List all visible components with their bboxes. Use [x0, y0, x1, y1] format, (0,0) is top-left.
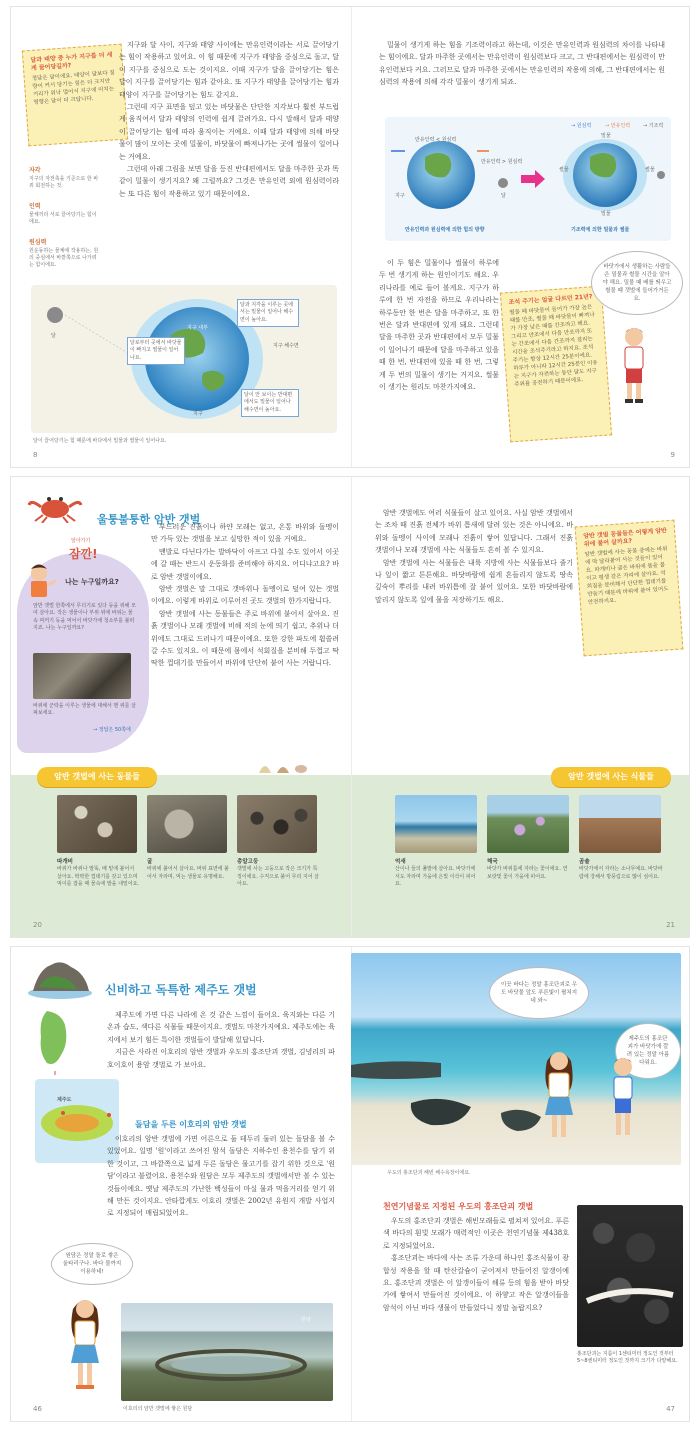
girl-speech-bubble: 이곳 바다는 정말 홍조단괴로 우도 바닷물 앞도 푸른빛이 펼쳐지네 와~	[489, 967, 589, 1019]
glossary-term: 자각	[29, 167, 41, 174]
rhodolith-photo-caption: 홍조단괴는 지름이 1센티미터 정도인 것부터 5~8센티미터 정도인 것까지 크기가 다양해요.	[577, 1351, 678, 1365]
paragraph: 이 두 힘은 밀물이나 썰물이 하루에 두 번 생기게 하는 원인이기도 해요. 우리나라를 예로 들어 볼게요. 지구가 하루에 한 번 자전을 하므로 우리나라는 하루동안 한 번은 달을 마주하고, 또 한 번은 달과 반대편에 있게 돼요. 그런데 달을 마주한 곳과 반대편에서 모두 밀물이 일어나기 때문에 달을 마주하고 있을 때 한 번, 반대편에 있을 때 한 번, 그렇게 두 번의 밀물이 생기는 거지요. 썰물이 생기는 원리도 마찬가지예요.	[379, 259, 499, 392]
character-speech-bubble: 바닷가에서 생활하는 사람들은 밀물과 썰물 시간을 알아야 해요. 밀물 때 배를 띄우고 썰물 때 갯벌에 들어가거든요.	[591, 251, 683, 315]
plant-text: 바닷가 바위틈에 자라는 꽃이에요. 연보랏빛 꽃이 가을에 피어요.	[487, 866, 568, 880]
paragraph: 부드러운 진흙이나 하얀 모래는 없고, 온통 바위와 돌멩이만 가득 있는 갯벌을 보고 실망한 적이 있을 거예요.	[151, 523, 339, 544]
paragraph: 지구와 달 사이, 지구와 태양 사이에는 만유인력이라는 서로 끌어당기는 힘이 작용하고 있어요. 이 힘 때문에 지구가 태양을 중심으로 돌고, 달이 지구를 중심으로 도는 것이지요. 이때 지구가 달을 끌어당기는 힘은 달이 지구를 끌어당기는 힘과 같아요. 또 지구가 태양을 끌어당기는 힘과 태양이 지구를 끌어당기는 힘도 같지요.	[119, 41, 339, 99]
paragraph: 그런데 아래 그림을 보면 달을 등진 반대편에서도 달을 마주한 곳과 똑같이 밀물이 생기지요? 왜 그럴까요? 그것은 만유인력 외에 원심력이라는 또 다른 힘이 작용하고 있기 때문이에요.	[119, 165, 339, 198]
barnacle-sidebar-photo	[33, 653, 131, 699]
animal-name: 따개비	[57, 859, 73, 865]
sidebar-badge: 잠깐!	[69, 547, 98, 561]
glossary-text: 물체끼리 서로 끌어당기는 힘이에요.	[29, 212, 97, 225]
sidebar-answer-link[interactable]: → 정답은 50쪽에	[93, 727, 131, 733]
moon-circle	[47, 307, 63, 323]
moon-label: 달	[51, 333, 56, 339]
paragraph: 암반 갯벌에도 여러 식물들이 살고 있어요. 사실 암반 갯벌에서는 조차 때 진흙 전체가 바위 틈새에 달려 있는 것은 아니에요. 바위와 돌멩이 사이에 모래나 진흙이 쌓여 있답니다. 그래서 진흙 갯벌이나 모래 갯벌에 사는 식물들도 흔히 볼 수 있지요.	[375, 509, 573, 555]
sea-level-label: 지구 해수면	[273, 343, 299, 349]
shell-decoration-icon	[255, 759, 315, 779]
animal-photo-periwinkle	[237, 795, 317, 853]
boy-pointing-illustration	[25, 563, 57, 603]
body-text-column	[383, 1215, 569, 1314]
plant-caption	[487, 859, 571, 881]
paragraph: 맨발로 다닌다가는 발바닥이 아프고 다칠 수도 있어서 이곳에 갈 때는 반드시 운동화를 준비해야 하지요. 어디냐고요? 바로 암반 갯벌이에요.	[151, 547, 339, 581]
tide-period-sidenote	[500, 286, 612, 443]
paragraph: 홍조단괴는 바다에 사는 조류 가운데 하나인 홍조식물이 광합성 작용을 할 때 탄산칼슘이 굳어져서 만들어진 알갱이예요. 홍조단괴 갯벌은 이 알갱이들이 해류 등의 힘을 받아 바닷가에 쌓여서 만들어진 것이에요. 이 하얗고 작은 알갱이들을 암석이 아닌 바다 생물이 만들었다니 정말 놀랍지요?	[383, 1254, 569, 1312]
plant-photo-silvergrass	[395, 795, 477, 853]
paragraph: 제주도에 가면 다른 나라에 온 것 같은 느낌이 들어요. 육지와는 다른 기온과 습도, 색다른 식물들 때문이지요. 갯벌도 마찬가지예요. 제주도에는 육지에서 보기 힘든 특이한 갯벌들이 발달해 있답니다.	[107, 1011, 335, 1044]
sidenote-text: 정답은 달이에요. 태양이 달보다 질량이 커서 당기는 힘은 더 크지만 거리가 워낙 멀어서 지구에 미치는 영향은 달이 더 크답니다.	[31, 70, 115, 106]
legend-label: 만유인력	[610, 123, 631, 129]
paragraph: 암반 갯벌에 사는 식물들은 내륙 지방에 사는 식물들보다 줄기나 잎이 짧고 튼튼해요. 바닷바람에 쉽게 흔들리지 않도록 땅속 깊숙이 뿌리를 내려 바위틈에 잘 붙어 있어요. 또한 바닷바람에 말리지 않도록 잎에 물을 저장하기도 해요.	[375, 558, 573, 604]
section-title: 신비하고 독특한 제주도 갯벌	[105, 983, 257, 997]
plant-text: 산이나 들의 풀밭에 살아요. 바닷가에서도 자라며 가을에 은빛 이삭이 피어요.	[395, 866, 476, 888]
udo-photo-caption: 우도의 홍조단괴 해빈 해수욕장이에요.	[387, 1170, 471, 1176]
sidebar-badge-small: 알아가기	[71, 538, 91, 544]
sidebar-text: 암반 갯벌 한쪽에서 무더기로 있다 등을 위해 모여 살아요. 작은 생물이나 부위 위에 바위는 물속 찌꺼기 등을 먹어서 바닷가에 청소부를 불러지죠. 나는 누구일까요?	[33, 603, 136, 632]
animal-text: 갯벌에 사는 고둥으로 작은 크기가 특징이에요. 수직으로 붙어 무리 지어 살아요.	[237, 866, 319, 888]
plant-caption	[395, 859, 479, 889]
animal-text: 바위에 붙어서 살아요. 바위 표면에 붙어서 자라며, 먹는 생물로 유명해요.	[147, 866, 229, 880]
body-text-column	[107, 1009, 335, 1071]
figure-label: 만유인력 > 원심력	[481, 159, 523, 165]
plant-name: 곰솔	[579, 859, 590, 865]
section-title: 울퉁불퉁한 암반 갯벌	[97, 513, 201, 526]
paragraph: 암반 갯벌에 사는 동물들은 주로 바위에 붙어서 살아요. 진흙 갯벌이나 모래 갯벌에 비해 적의 눈에 띄기 쉽고, 추위나 더위에도 그대로 드러나기 때문이에요. 또한 강한 파도에 휩쓸려 갈 수도 있지요. 이 때문에 몸에서 석회질을 분비해 두껍고 딱딱한 껍데기를 만들어서 바위에 단단히 붙어 사는 거랍니다.	[151, 609, 339, 668]
spread-pages-20-21	[10, 476, 690, 938]
animal-name: 총알고둥	[237, 859, 259, 865]
legend-gravity: → 만유인력	[605, 123, 631, 129]
photo-label-wondam: 원담	[301, 1317, 311, 1323]
plant-text: 바닷가에서 자라는 소나무예요. 바닷바람에 강해서 방풍림으로 많이 심어요.	[579, 866, 663, 880]
figure-caption: 만유인력과 원심력에 의한 힘의 방향	[405, 227, 485, 233]
figure-label: 달	[501, 193, 506, 199]
animals-question-sidenote	[575, 520, 684, 657]
diagram-callout: 달로부터 곳에서 바닷물이 빠지고 썰물이 일어나요.	[127, 337, 185, 365]
animal-caption	[147, 859, 229, 881]
plant-caption	[579, 859, 663, 881]
sidebar-title: 나는 누구일까요?	[65, 578, 119, 586]
kids-on-beach-illustration	[539, 1043, 649, 1153]
girl-character-illustration	[65, 1293, 105, 1393]
animal-caption	[237, 859, 319, 889]
plant-name: 억새	[395, 859, 406, 865]
crab-icon	[25, 489, 85, 527]
glossary-text: 원운동하는 물체에 작용하는, 원의 중심에서 바깥쪽으로 나가려는 힘이에요.	[29, 248, 99, 268]
glossary-text: 지구의 자전축을 기준으로 한 바퀴 회전하는 것.	[29, 176, 99, 189]
spread-pages-8-9	[10, 6, 690, 468]
sidenote-title: 암반 갯벌 동물들은 어떻게 암반 위에 붙어 살까요?	[583, 527, 668, 549]
sidenote-title: 조석 주기는 얼굴 다르던 21년?	[508, 293, 593, 307]
figure-label: 썰물	[559, 167, 569, 173]
figure-label: 밀물	[601, 133, 611, 139]
animal-text: 바위가 바위나 말뚝, 배 밑에 붙어서 살아요. 딱딱한 껍데기를 갖고 있으며 먹이를 잡을 때 물속에 발을 내밀어요.	[57, 866, 139, 888]
paragraph: 지금은 사라진 이호리의 암반 갯벌과 우도의 홍조단괴 갯벌, 김녕리의 파호이호이 용암 갯벌로 가 보아요.	[107, 1048, 335, 1069]
page-number: 21	[666, 921, 675, 929]
plant-photo-seaside-aster	[487, 795, 569, 853]
glossary-term: 인력	[29, 203, 41, 210]
glossary-item	[29, 239, 101, 269]
sidenote-title: 달과 태양 중 누가 지구를 더 세게 끌어당길까?	[30, 51, 113, 72]
plant-photo-black-pine	[579, 795, 661, 853]
sidenote-text: 썰물 때 바닷물이 들어가 가장 높은 때를 만조, 썰물 때 바닷물이 빠져나가 가장 낮은 때를 간조라고 해요. 그리고 만조에서 다음 만조까지 또는 간조에서 다음 간조까지 걸리는 시간을 조석주기라고 하지요. 조석 주기는 항상 12시간 25분이에요. 하루가 아니라 12시간 25분인 이유는 지구가 자전하는 동안 달도 지구 주위를 공전하기 때문이에요.	[509, 304, 598, 388]
force-figure	[385, 117, 671, 241]
diagram-callout: 달과 지각을 이루는 곳에서는 밀물이 일어나 해수면이 높아요.	[237, 299, 299, 327]
glossary-item	[29, 203, 101, 226]
page-gutter	[351, 477, 352, 937]
legend-label: 기조력	[648, 123, 664, 129]
plants-band-title: 암반 갯벌에 사는 식물들	[551, 767, 671, 787]
animal-photo-oyster	[147, 795, 227, 853]
page-number: 20	[33, 921, 42, 929]
animal-photo-barnacle	[57, 795, 137, 853]
paragraph: 밀물이 생기게 하는 힘을 기조력이라고 하는데, 이것은 만유인력과 원심력의 차이를 나타내는 힘이에요. 달과 마주한 곳에서는 만유인력이 원심력보다 크고, 그 반대편에서는 원심력이 만유인력보다 커요. 그러므로 달과 마주한 곳에서는 만유인력의 작용에 의해, 그 반대편에서는 원심력의 작용에 의해 각각 밀물이 생기게 되죠.	[379, 41, 665, 87]
diagram-callout: 달이 안 보이는 반대편에서도 밀물이 일어나 해수면이 높아요.	[241, 389, 299, 417]
boy-speech-bubble: 제주도의 홍조단괴가 바닷가에 깔려 있는 정말 아름다워요.	[615, 1023, 681, 1079]
legend-tidal: → 기조력	[643, 123, 664, 129]
page-number: 46	[33, 1405, 42, 1413]
force-figure-graphic	[385, 117, 671, 241]
glossary-term: 원심력	[29, 239, 47, 246]
page-number: 47	[666, 1405, 675, 1413]
spread-pages-46-47	[10, 946, 690, 1422]
earth-label: 지구	[193, 411, 203, 417]
body-text-column	[379, 39, 665, 89]
wondam-photo-caption: 이호리의 암반 갯벌에 쌓은 원담	[123, 1406, 193, 1412]
figure-label: 밀물	[601, 211, 611, 217]
rhodolith-photo	[577, 1205, 683, 1347]
page-gutter	[351, 7, 352, 467]
legend-label: 원심력	[576, 123, 592, 129]
plant-name: 해국	[487, 859, 498, 865]
paragraph: 그런데 지구 표면을 덮고 있는 바닷물은 단단한 지각보다 훨씬 부드럽게 움직여서 달과 태양의 인력에 쉽게 끌려가요. 다시 말해서 달과 태양이 끌어당기는 힘에 따라 움직이는 거예요. 이때 달과 태양에 의해 바닷물이 많이 모이는 곳에 밀물이, 바닷물이 빠져나가는 곳에 썰물이 일어나는 거예요.	[119, 103, 339, 161]
subsection-title: 천연기념물로 지정된 우도의 홍조단괴 갯벌	[383, 1202, 534, 1211]
figure-label: 썰물	[645, 167, 655, 173]
body-text-column	[375, 507, 573, 606]
figure-label: 만유인력 < 원심력	[415, 137, 457, 143]
earth-interior-label: 지구 내부	[187, 325, 208, 331]
animal-caption	[57, 859, 139, 889]
sidebar-photo-caption: 바위에 군락을 이루는 생물에 대해서 맨 위를 살펴보세요.	[33, 703, 136, 717]
legend-centrifugal: → 원심력	[571, 123, 592, 129]
boy-character-illustration	[617, 325, 651, 405]
body-text-column	[151, 521, 339, 670]
body-text-column	[107, 1133, 335, 1220]
question-sidenote	[22, 44, 128, 147]
sidenote-text: 암반 갯벌에 사는 동물 중에는 바위에 딱 달라붙어 사는 것들이 있어요. 따개비나 굴은 바위에 몸을 붙이고 평생 같은 자리에 살아요. 석회질을 분비해서 단단한 껍데기를 만들기 때문에 바위에 붙어 있어도 안전하지요.	[584, 546, 669, 606]
page-number: 9	[670, 451, 675, 459]
diagram-caption: 달이 끌어당기는 힘 때문에 바다에서 밀물과 썰물이 일어나요.	[33, 438, 167, 444]
figure-label: 지구	[395, 193, 405, 199]
paragraph: 암반 갯벌은 말 그대로 갯바위나 돌멩이로 덮여 있는 갯벌이에요. 이렇게 바위로 이루어진 곳도 갯벌의 한가지랍니다.	[151, 585, 339, 606]
glossary-item	[29, 167, 101, 190]
jeju-island-icon	[25, 957, 95, 1005]
girl-speech-bubble: 원담은 정말 돌로 쌓은 울타리구나. 바다 물까지 이용하네!	[51, 1243, 133, 1285]
map-label: 제주도	[57, 1097, 72, 1103]
body-text-column	[119, 39, 339, 200]
subsection-title: 돌담을 두른 이호리의 암반 갯벌	[135, 1120, 247, 1129]
paragraph: 이호리의 암반 갯벌에 가면 어른으로 둘 테두리 둘러 있는 돌담을 볼 수 있었어요. 일명 '원'이라고 쓰여진 암석 돌담은 지하수인 용천수를 담기 위한 것이고, 그 바깥쪽으로 넓게 두른 돌담은 물고기를 잡기 위한 것으로 '원담'이라고 불렸어요. 용천수와 원담은 모두 제주도의 갯벌에서만 볼 수 있는 것들이에요. 옛날 제주도의 가난한 백성들이 마실 물과 먹을거리를 얻기 위해 만든 것이지요. 안타깝게도 이호리 갯벌은 2002년 유원지 개발 사업지로 지정되어 매립되었어요.	[107, 1135, 335, 1218]
body-text-column	[379, 257, 499, 393]
animals-band-title: 암반 갯벌에 사는 동물들	[37, 767, 157, 787]
paragraph: 우도의 홍조단괴 갯벌은 해빈모래들로 펼쳐져 있어요. 푸른 색 바다의 흰빛 모래가 매력적인 이곳은 천연기념물 제438호로 지정되었어요.	[383, 1217, 569, 1250]
korea-map-inset	[35, 1009, 75, 1075]
animal-name: 굴	[147, 859, 153, 865]
figure-caption: 기조력에 의한 밀물과 썰물	[571, 227, 630, 233]
page-number: 8	[33, 451, 38, 459]
